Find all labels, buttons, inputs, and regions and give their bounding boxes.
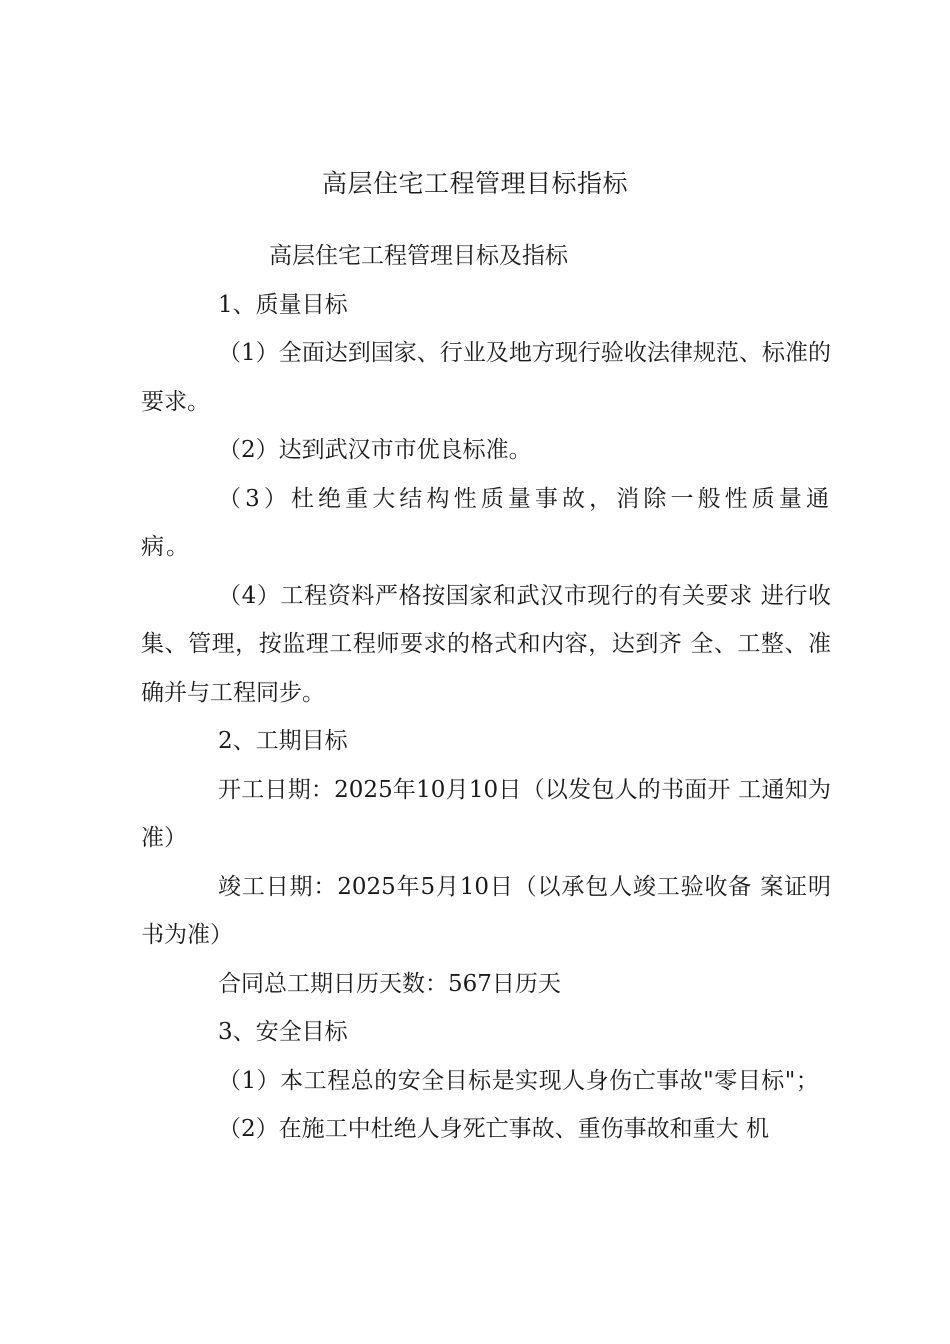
schedule-total-days: 合同总工期日历天数：567日历天: [218, 970, 561, 997]
quality-item-1: （1）全面达到国家、行业及地方现行验收法律规范、标准的要求。: [141, 340, 831, 415]
safety-heading: 3、安全目标: [218, 1019, 348, 1045]
schedule-start-date: 开工日期：2025年10月10日（以发包人的书面开 工通知为准）: [141, 776, 831, 851]
safety-item-2: （2）在施工中杜绝人身死亡事故、重伤事故和重大 机: [218, 1116, 769, 1142]
document-title: 高层住宅工程管理目标指标: [321, 169, 628, 198]
quality-item-2: （2）达到武汉市市优良标准。: [218, 437, 532, 463]
document-body: [141, 232, 831, 1154]
quality-heading: 1、质量目标: [218, 291, 348, 318]
schedule-heading: 2、工期目标: [218, 728, 348, 754]
quality-item-4: （4）工程资料严格按国家和武汉市现行的有关要求 进行收集、管理，按监理工程师要求的格式和内容，达到齐 全、工整、准确并与工程同步。: [141, 582, 831, 706]
quality-item-3: （3）杜绝重大结构性质量事故，消除一般性质量通病。: [141, 485, 831, 560]
document-subtitle: 高层住宅工程管理目标及指标: [269, 243, 568, 269]
schedule-completion-date: 竣工日期：2025年5月10日（以承包人竣工验收备 案证明书为准）: [141, 873, 831, 948]
safety-item-1: （1）本工程总的安全目标是实现人身伤亡事故"零目标"；: [218, 1067, 820, 1094]
